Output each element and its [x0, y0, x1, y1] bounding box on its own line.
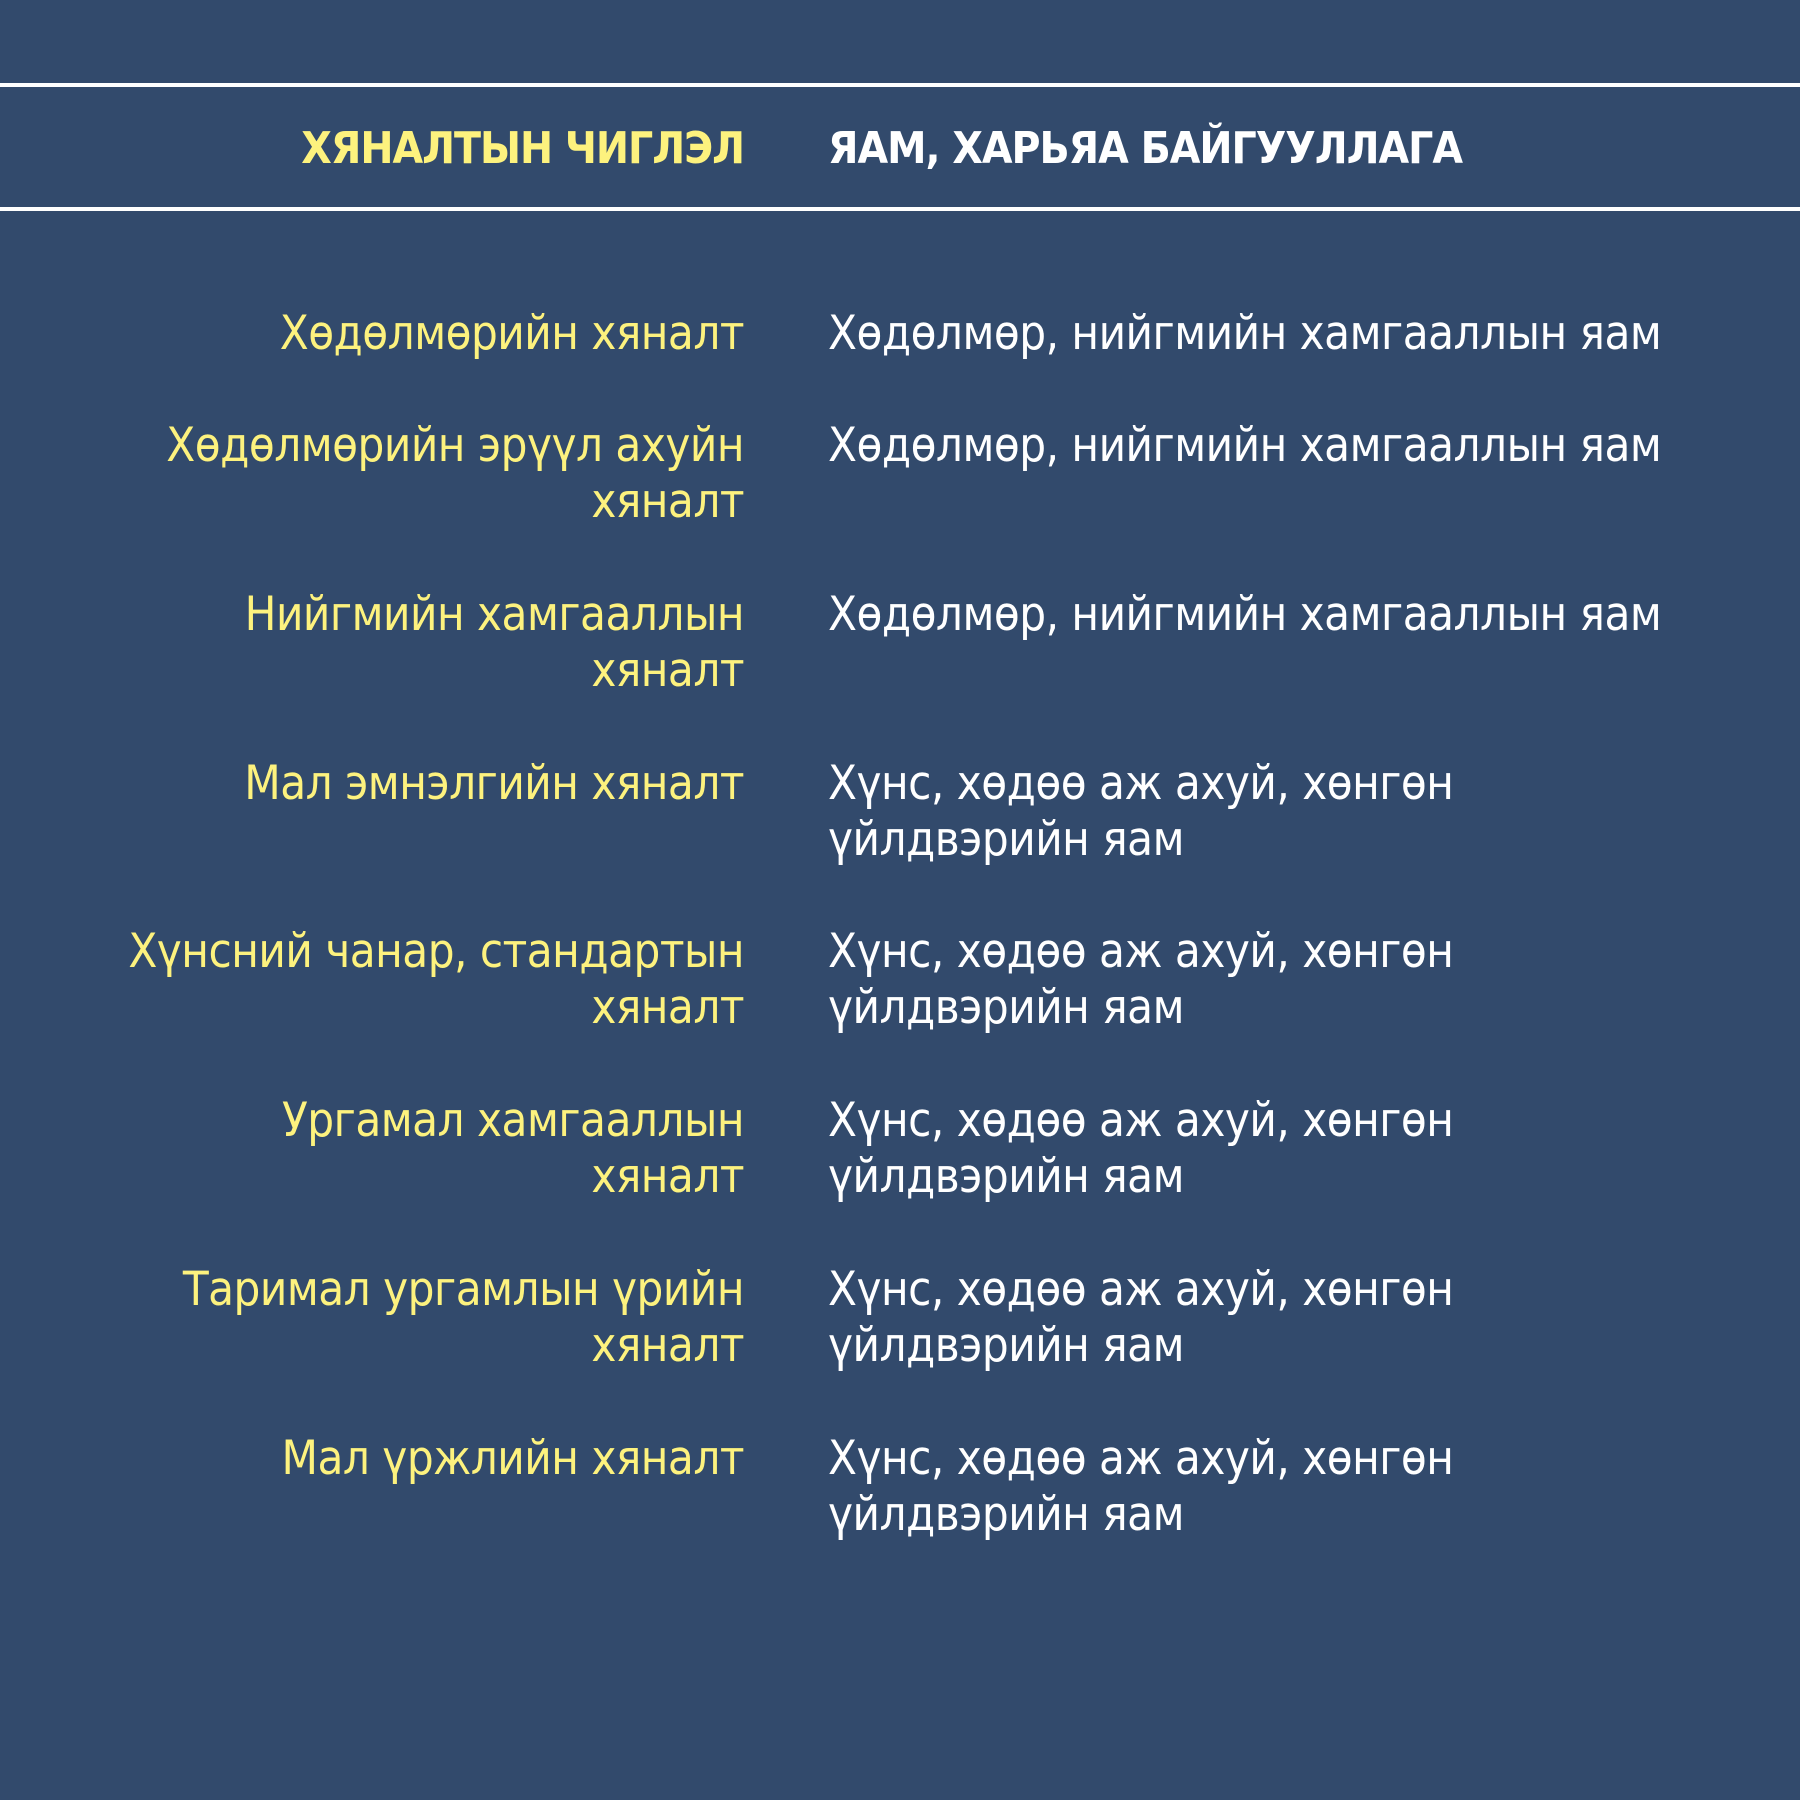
direction-cell: Таримал ургамлын үрийн хяналт [182, 1262, 744, 1373]
direction-cell: Хөдөлмөрийн хяналт [279, 306, 744, 361]
direction-cell: Хүнсний чанар, стандартын хяналт [128, 924, 744, 1035]
ministry-cell: Хүнс, хөдөө аж ахуй, хөнгөн үйлдвэрийн яам [828, 1262, 1454, 1373]
ministry-cell: Хөдөлмөр, нийгмийн хамгааллын яам [828, 587, 1662, 642]
ministry-cell: Хүнс, хөдөө аж ахуй, хөнгөн үйлдвэрийн яам [828, 756, 1454, 867]
ministry-cell: Хүнс, хөдөө аж ахуй, хөнгөн үйлдвэрийн яам [828, 1431, 1454, 1542]
header-direction: ХЯНАЛТЫН ЧИГЛЭЛ [301, 123, 744, 174]
direction-cell: Хөдөлмөрийн эрүүл ахуйн хяналт [166, 418, 744, 529]
header-ministry: ЯАМ, ХАРЬЯА БАЙГУУЛЛАГА [828, 123, 1463, 174]
ministry-cell: Хөдөлмөр, нийгмийн хамгааллын яам [828, 306, 1662, 361]
direction-cell: Мал үржлийн хяналт [281, 1431, 744, 1486]
direction-cell: Нийгмийн хамгааллын хяналт [244, 587, 744, 698]
direction-cell: Мал эмнэлгийн хяналт [244, 756, 744, 811]
direction-cell: Ургамал хамгааллын хяналт [282, 1093, 744, 1204]
ministry-cell: Хүнс, хөдөө аж ахуй, хөнгөн үйлдвэрийн яам [828, 924, 1454, 1035]
ministry-cell: Хүнс, хөдөө аж ахуй, хөнгөн үйлдвэрийн яам [828, 1093, 1454, 1204]
ministry-cell: Хөдөлмөр, нийгмийн хамгааллын яам [828, 418, 1662, 473]
